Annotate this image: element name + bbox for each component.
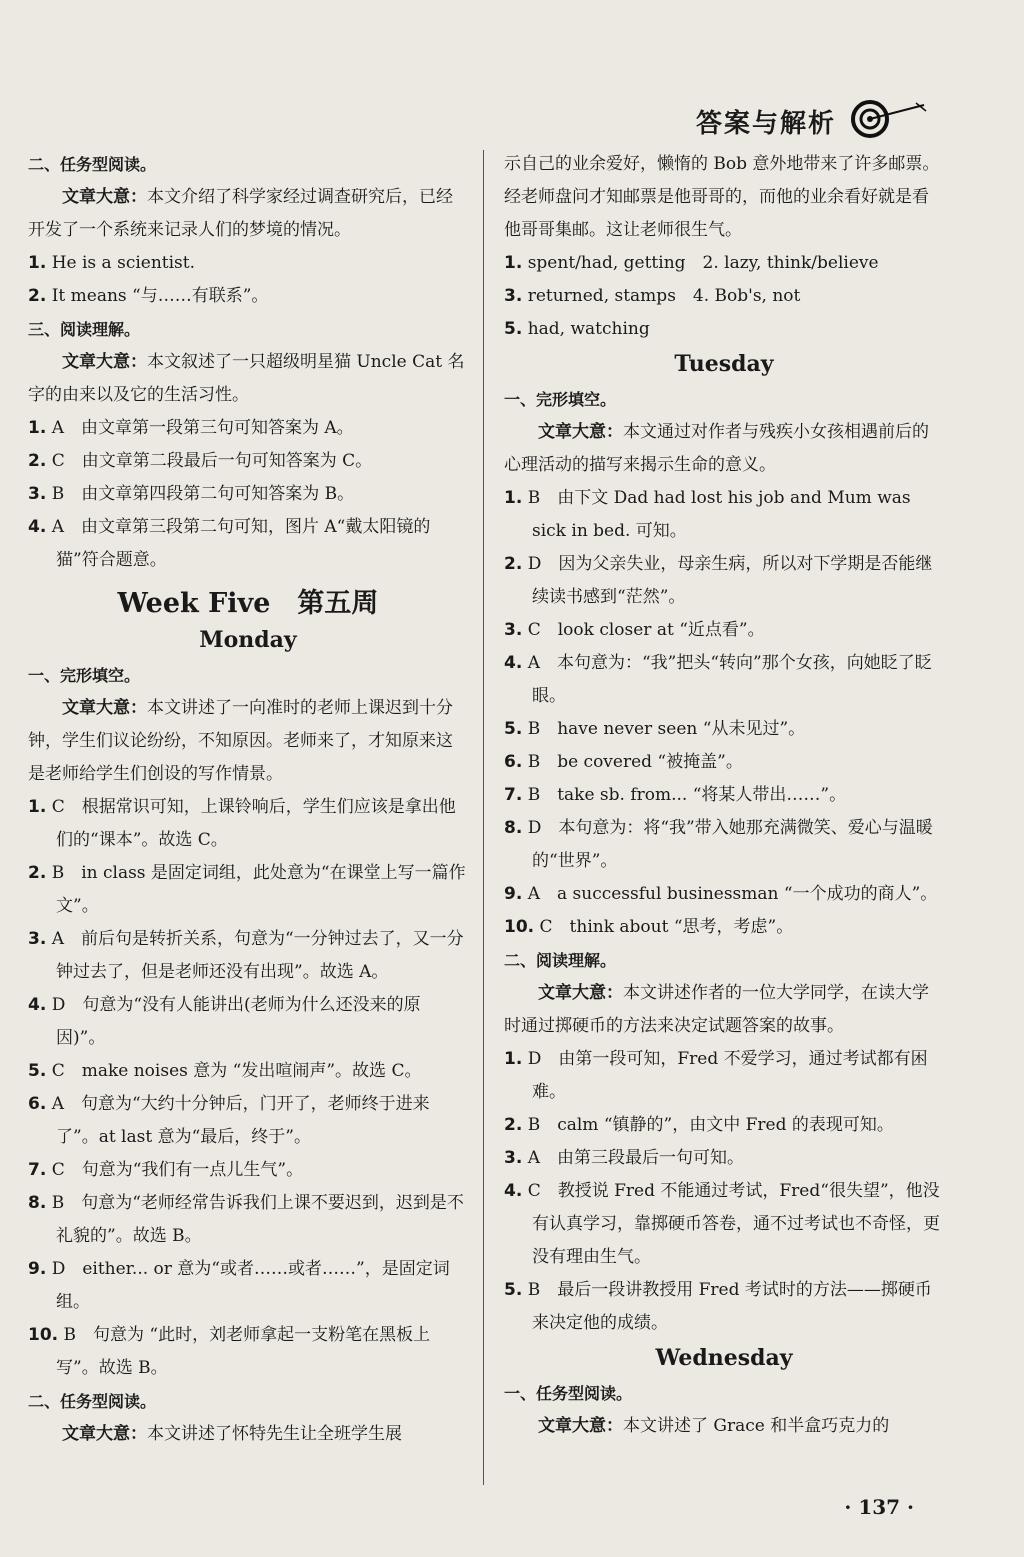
summary-text: 本文叙述了一只超级明星猫 Uncle Cat 名字的由来以及它的生活习性。 — [28, 352, 465, 405]
item-text: C look closer at “近点看”。 — [527, 620, 765, 640]
day-title: Wednesday — [655, 1345, 793, 1371]
item-text: B take sb. from... “将某人带出……”。 — [527, 785, 847, 805]
item-number: 4. — [504, 1181, 523, 1201]
item-text: A 由文章第三段第二句可知，图片 A“戴太阳镜的猫”符合题意。 — [51, 517, 431, 570]
answer-item — [28, 478, 468, 511]
answer-item — [28, 1055, 468, 1088]
item-number: 8. — [504, 818, 523, 838]
summary-paragraph — [504, 416, 944, 482]
item-number: 4. — [28, 517, 47, 537]
answer-item — [28, 1088, 468, 1154]
answer-item — [28, 1319, 468, 1385]
summary-label: 文章大意： — [62, 698, 147, 718]
section-heading: 一、任务型阅读。 — [504, 1384, 633, 1403]
item-number: 3. — [504, 286, 523, 306]
item-number: 8. — [28, 1193, 47, 1213]
page-header — [696, 96, 928, 146]
section-heading: 二、阅读理解。 — [504, 951, 617, 970]
item-number: 1. — [28, 253, 47, 273]
item-text: B 由下文 Dad had lost his job and Mum was sick in bed. 可知。 — [527, 488, 911, 541]
right-column — [504, 148, 944, 1443]
section-heading: 一、完形填空。 — [504, 390, 617, 409]
item-text: D 由第一段可知，Fred 不爱学习，通过考试都有困难。 — [527, 1049, 928, 1102]
summary-label: 文章大意： — [538, 983, 623, 1003]
item-number: 10. — [504, 917, 535, 937]
item-number: 2. — [28, 863, 47, 883]
item-text: C 根据常识可知，上课铃响后，学生们应该是拿出他们的“课本”。故选 C。 — [51, 797, 456, 850]
item-text: B 由文章第四段第二句可知答案为 B。 — [51, 484, 355, 504]
page-number: · 137 · — [844, 1495, 914, 1519]
answer-item — [28, 791, 468, 857]
item-text: A 本句意为：“我”把头“转向”那个女孩，向她眨了眨眼。 — [527, 653, 932, 706]
section-heading: 二、任务型阅读。 — [28, 1392, 157, 1411]
item-text: B in class 是固定词组，此处意为“在课堂上写一篇作文”。 — [51, 863, 466, 916]
item-number: 3. — [504, 620, 523, 640]
item-number: 1. — [504, 1049, 523, 1069]
target-logo-icon — [850, 99, 928, 143]
summary-paragraph — [28, 692, 468, 791]
item-number: 9. — [504, 884, 523, 904]
answer-item — [504, 482, 944, 548]
summary-label: 文章大意： — [62, 352, 147, 372]
item-text: A 句意为“大约十分钟后，门开了，老师终于进来了”。at last 意为“最后，终于”。 — [51, 1094, 430, 1147]
section-heading: 二、任务型阅读。 — [28, 155, 157, 174]
item-text: B 句意为 “此时，刘老师拿起一支粉笔在黑板上写”。故选 B。 — [56, 1325, 431, 1378]
answer-item — [28, 1187, 468, 1253]
summary-text: 本文介绍了科学家经过调查研究后，已经开发了一个系统来记录人们的梦境的情况。 — [28, 187, 453, 240]
answer-item — [504, 1109, 944, 1142]
item-number: 10. — [28, 1325, 59, 1345]
item-number: 2. — [28, 286, 47, 306]
item-text: B 最后一段讲教授用 Fred 考试时的方法——掷硬币来决定他的成绩。 — [527, 1280, 932, 1333]
item-text: He is a scientist. — [51, 253, 196, 273]
item-text: It means “与……有联系”。 — [51, 286, 269, 306]
answer-item — [504, 1175, 944, 1274]
answer-item — [504, 647, 944, 713]
item-text: spent/had, getting 2. lazy, think/believe — [527, 253, 879, 273]
item-text: A 前后句是转折关系，句意为“一分钟过去了，又一分钟过去了，但是老师还没有出现”。故选 A。 — [51, 929, 464, 982]
item-text: D 本句意为：将“我”带入她那充满微笑、爱心与温暖的“世界”。 — [527, 818, 933, 871]
item-number: 9. — [28, 1259, 47, 1279]
answer-item — [28, 923, 468, 989]
answer-item — [28, 1253, 468, 1319]
answer-item — [504, 280, 944, 313]
item-text: A a successful businessman “一个成功的商人”。 — [527, 884, 938, 904]
item-number: 5. — [28, 1061, 47, 1081]
item-number: 2. — [28, 451, 47, 471]
item-number: 1. — [28, 797, 47, 817]
item-number: 2. — [504, 1115, 523, 1135]
answer-item — [504, 878, 944, 911]
item-number: 1. — [504, 253, 523, 273]
item-text: B have never seen “从未见过”。 — [527, 719, 806, 739]
column-divider — [483, 150, 484, 1485]
summary-text: 本文讲述了一向准时的老师上课迟到十分钟，学生们议论纷纷，不知原因。老师来了，才知原来这是老师给学生们创设的写作情景。 — [28, 698, 453, 784]
week-title: Week Five 第五周 — [117, 588, 379, 619]
item-text: D either... or 意为“或者……或者……”，是固定词组。 — [51, 1259, 450, 1312]
item-text: C 句意为“我们有一点儿生气”。 — [51, 1160, 304, 1180]
left-column — [28, 148, 468, 1451]
summary-paragraph — [504, 1410, 944, 1443]
body-text: 示自己的业余爱好，懒惰的 Bob 意外地带来了许多邮票。经老师盘问才知邮票是他哥哥的，而他的业余看好就是看他哥哥集邮。这让老师很生气。 — [504, 154, 940, 240]
summary-label: 文章大意： — [538, 1416, 623, 1436]
summary-label: 文章大意： — [62, 1424, 147, 1444]
item-text: A 由文章第一段第三句可知答案为 A。 — [51, 418, 354, 438]
answer-item — [504, 1274, 944, 1340]
day-title: Tuesday — [674, 351, 774, 377]
answer-item — [28, 280, 468, 313]
item-number: 1. — [504, 488, 523, 508]
item-text: C think about “思考，考虑”。 — [539, 917, 794, 937]
summary-text: 本文讲述了怀特先生让全班学生展 — [147, 1424, 402, 1444]
item-number: 6. — [28, 1094, 47, 1114]
answer-item — [504, 812, 944, 878]
item-number: 7. — [28, 1160, 47, 1180]
answer-item — [28, 412, 468, 445]
summary-text: 本文讲述了 Grace 和半盒巧克力的 — [623, 1416, 890, 1436]
section-heading: 一、完形填空。 — [28, 666, 141, 685]
answer-item — [504, 713, 944, 746]
answer-item — [28, 1154, 468, 1187]
item-text: had, watching — [527, 319, 650, 339]
item-text: D 因为父亲失业，母亲生病，所以对下学期是否能继续读书感到“茫然”。 — [527, 554, 933, 607]
item-number: 4. — [28, 995, 47, 1015]
answer-item — [28, 989, 468, 1055]
answer-item — [504, 313, 944, 346]
answer-item — [504, 779, 944, 812]
item-number: 3. — [28, 929, 47, 949]
summary-paragraph — [504, 977, 944, 1043]
summary-text: 本文讲述作者的一位大学同学，在读大学时通过掷硬币的方法来决定试题答案的故事。 — [504, 983, 929, 1036]
answer-item — [504, 247, 944, 280]
summary-paragraph — [28, 346, 468, 412]
header-title: 答案与解析 — [695, 108, 836, 139]
item-number: 5. — [504, 1280, 523, 1300]
item-text: C make noises 意为 “发出喧闹声”。故选 C。 — [51, 1061, 422, 1081]
item-text: C 教授说 Fred 不能通过考试，Fred“很失望”，他没有认真学习，靠掷硬币答卷，通不过考试也不奇怪，更没有理由生气。 — [527, 1181, 940, 1267]
answer-item — [504, 614, 944, 647]
item-number: 6. — [504, 752, 523, 772]
item-number: 4. — [504, 653, 523, 673]
item-text: D 句意为“没有人能讲出(老师为什么还没来的原因)”。 — [51, 995, 421, 1048]
item-number: 5. — [504, 319, 523, 339]
item-number: 2. — [504, 554, 523, 574]
day-title: Monday — [199, 627, 297, 653]
summary-paragraph — [28, 1418, 468, 1451]
item-number: 5. — [504, 719, 523, 739]
answer-item — [28, 445, 468, 478]
item-text: A 由第三段最后一句可知。 — [527, 1148, 744, 1168]
answer-item — [28, 247, 468, 280]
summary-label: 文章大意： — [62, 187, 147, 207]
summary-paragraph — [28, 181, 468, 247]
item-number: 3. — [504, 1148, 523, 1168]
item-text: B 句意为“老师经常告诉我们上课不要迟到，迟到是不礼貌的”。故选 B。 — [51, 1193, 464, 1246]
answer-item — [504, 1043, 944, 1109]
item-number: 1. — [28, 418, 47, 438]
item-number: 3. — [28, 484, 47, 504]
summary-text: 本文通过对作者与残疾小女孩相遇前后的心理活动的描写来揭示生命的意义。 — [504, 422, 929, 475]
item-text: B be covered “被掩盖”。 — [527, 752, 743, 772]
item-text: C 由文章第二段最后一句可知答案为 C。 — [51, 451, 373, 471]
section-heading: 三、阅读理解。 — [28, 320, 141, 339]
answer-item — [28, 857, 468, 923]
item-number: 7. — [504, 785, 523, 805]
answer-item — [504, 548, 944, 614]
item-text: B calm “镇静的”，由文中 Fred 的表现可知。 — [527, 1115, 894, 1135]
answer-item — [504, 746, 944, 779]
item-text: returned, stamps 4. Bob's, not — [527, 286, 801, 306]
summary-label: 文章大意： — [538, 422, 623, 442]
answer-item — [504, 1142, 944, 1175]
answer-item — [504, 911, 944, 944]
answer-item — [28, 511, 468, 577]
